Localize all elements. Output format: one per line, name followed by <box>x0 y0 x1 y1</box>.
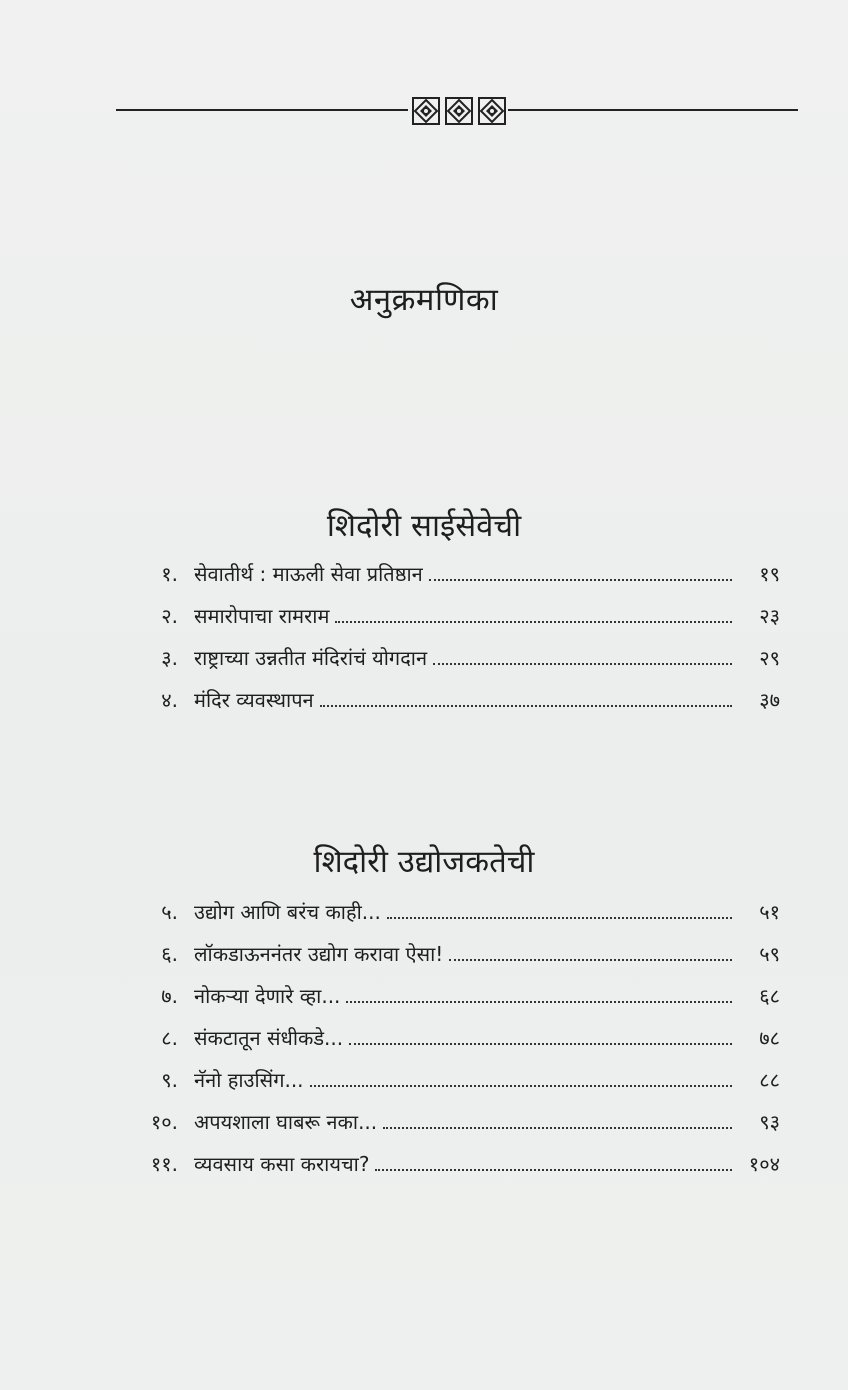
diamond-ornament-icon <box>478 97 506 125</box>
toc-entry-title: राष्ट्राच्या उन्नतीत मंदिरांचं योगदान <box>194 646 428 670</box>
toc-entry-page: ३७ <box>759 688 780 712</box>
dot-leader <box>310 1071 732 1087</box>
toc-entry-number: ९. <box>161 1068 178 1092</box>
ornament-group <box>412 96 506 126</box>
dot-leader <box>429 565 732 581</box>
dot-leader <box>433 649 732 665</box>
toc-entry-page: ७८ <box>759 1026 780 1050</box>
toc-entry[interactable] <box>118 644 780 680</box>
toc-entry[interactable] <box>118 1150 780 1186</box>
toc-entry-number: ११. <box>150 1152 178 1176</box>
dot-leader <box>346 987 732 1003</box>
toc-entry-title: सेवातीर्थ : माऊली सेवा प्रतिष्ठान <box>194 562 423 586</box>
toc-entry-number: ७. <box>161 984 178 1008</box>
toc-entry-title: व्यवसाय कसा करायचा? <box>194 1152 370 1176</box>
dot-leader <box>335 607 732 623</box>
toc-entry-number: ६. <box>161 942 178 966</box>
toc-entry-page: ५९ <box>759 942 780 966</box>
toc-entry-page: ८८ <box>759 1068 780 1092</box>
page-title: अनुक्रमणिका <box>349 282 499 318</box>
diamond-ornament-icon <box>412 97 440 125</box>
toc-entry-title: नोकऱ्या देणारे व्हा... <box>194 984 341 1008</box>
toc-entry-page: ९३ <box>759 1110 780 1134</box>
rule-line-left <box>116 109 408 111</box>
toc-entry-title: उद्योग आणि बरंच काही... <box>194 900 381 924</box>
toc-entry-page: २३ <box>759 604 780 628</box>
toc-entry-number: ३. <box>161 646 178 670</box>
toc-entry-page: ५१ <box>759 900 780 924</box>
toc-entry-page: १९ <box>759 562 780 586</box>
toc-entry[interactable] <box>118 1108 780 1144</box>
section-title: शिदोरी उद्योजकतेची <box>313 844 535 880</box>
toc-entry-number: २. <box>161 604 178 628</box>
toc-entry-title: समारोपाचा रामराम <box>194 604 330 628</box>
toc-entry-title: लॉकडाऊननंतर उद्योग करावा ऐसा! <box>194 942 444 966</box>
toc-entry-number: ८. <box>161 1026 178 1050</box>
dot-leader <box>449 945 732 961</box>
toc-entry[interactable] <box>118 686 780 722</box>
toc-entry-number: १०. <box>150 1110 178 1134</box>
toc-entry-title: मंदिर व्यवस्थापन <box>194 688 314 712</box>
toc-entry[interactable] <box>118 940 780 976</box>
toc-entry-page: २९ <box>759 646 780 670</box>
dot-leader <box>375 1155 732 1171</box>
toc-entry[interactable] <box>118 982 780 1018</box>
toc-entry-title: नॅनो हाउसिंग... <box>194 1068 304 1092</box>
toc-entry[interactable] <box>118 898 780 934</box>
diamond-ornament-icon <box>445 97 473 125</box>
toc-entry[interactable] <box>118 560 780 596</box>
toc-entry-page: १०४ <box>748 1152 780 1176</box>
header-ornamental-rule <box>116 96 798 126</box>
toc-entry[interactable] <box>118 1066 780 1102</box>
toc-entry[interactable] <box>118 1024 780 1060</box>
section-title: शिदोरी साईसेवेची <box>326 508 522 544</box>
toc-entry-title: संकटातून संधीकडे... <box>194 1026 344 1050</box>
toc-entry-page: ६८ <box>759 984 780 1008</box>
toc-entry-number: ४. <box>161 688 178 712</box>
toc-entry-number: ५. <box>161 900 178 924</box>
toc-entry-title: अपयशाला घाबरू नका... <box>194 1110 378 1134</box>
toc-entry-number: १. <box>161 562 178 586</box>
dot-leader <box>349 1029 732 1045</box>
toc-entry[interactable] <box>118 602 780 638</box>
dot-leader <box>383 1113 732 1129</box>
dot-leader <box>320 691 732 707</box>
dot-leader <box>387 903 732 919</box>
rule-line-right <box>508 109 798 111</box>
